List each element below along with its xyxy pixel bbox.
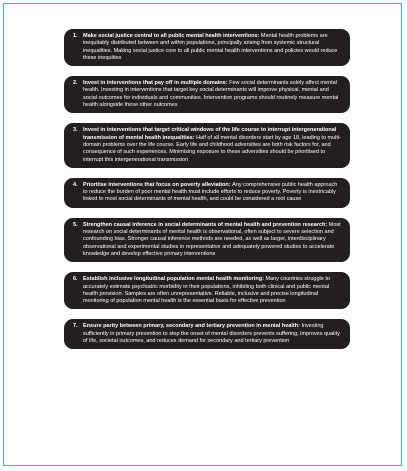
item-heading: Make social justice central to all public mental health interventions: bbox=[83, 33, 261, 39]
item-body: Many countries struggle to accurately estimate psychiatric morbidity in their populations, inhibiting both clinical and public mental health provision. Samples are often unrepresentative. Reliable, inclusive and precise longitudinal monitoring of population mental health is the essential basis for effective prevention bbox=[83, 276, 330, 305]
item-number: 2. bbox=[73, 80, 78, 87]
item-number: 4. bbox=[73, 181, 78, 188]
recommendation-card-3 bbox=[64, 123, 350, 167]
item-body: Mental health problems are inequitably distributed between and within populations, principally arising from systemic structural inequalities. Making social justice core to all public mental health interventions and policies would reduce these inequities bbox=[83, 33, 338, 61]
item-body: Investing sufficiently in primary prevention to stop the onset of mental disorders prevents suffering, improves quality of life, societal outcomes, and reduces demand for secondary and tertiary prevention bbox=[83, 323, 340, 345]
recommendation-card-2 bbox=[64, 76, 350, 113]
item-heading: Prioritise interventions that focus on poverty alleviation: bbox=[83, 181, 233, 188]
item-heading: Strengthen causal inference in social determinants of mental health and prevention research: bbox=[83, 221, 329, 228]
recommendation-list bbox=[64, 29, 350, 359]
figure-frame bbox=[3, 3, 402, 466]
item-number: 3. bbox=[73, 127, 78, 134]
item-heading: Invest in interventions that target critical windows of the life course to interrupt intergenerational transmission of mental health inequalities: bbox=[83, 127, 337, 141]
item-heading: Establish inclusive longitudinal population mental health monitoring: bbox=[83, 276, 266, 283]
item-body: Few social determinants solely affect mental health. Investing in interventions that target key social determinants will improve physical, mental and social outcomes for individuals and communities. Intervention programs should routinely measure mental health alongside these other outcomes bbox=[83, 80, 339, 109]
item-body: Half of all mental disorders start by age 18, leading to multi-domain problems over the life course. Early life and childhood adversities are both risk factors for, and consequence of such experiences. Minimising exposure to these adversities should be prioritised to interrupt this intergenerational transmission bbox=[83, 134, 341, 163]
item-number: 5. bbox=[73, 221, 78, 228]
recommendation-card-7 bbox=[64, 319, 350, 349]
recommendation-card-1 bbox=[64, 29, 350, 66]
recommendation-card-5 bbox=[64, 218, 350, 262]
recommendation-card-6 bbox=[64, 272, 350, 309]
item-body: Most research on social determinants of mental health is observational, often subject to severe selection and confounding bias. Stronger causal inference methods are needed, as well as larger, interdisciplinary observational and experimental studies in representative and adequately powered studies to accelerate knowledge and develop effective primary interventions bbox=[83, 221, 341, 257]
item-heading: Ensure parity between primary, secondary and tertiary prevention in mental health: bbox=[83, 323, 302, 330]
item-number: 1. bbox=[73, 33, 78, 39]
item-number: 7. bbox=[73, 323, 78, 330]
item-heading: Invest in interventions that pay off in multiple domains: bbox=[83, 80, 230, 87]
item-body: Any comprehensive public health approach to reduce the burden of poor mental health must include efforts to reduce poverty. Poverty is inextricably linked to most social determinants of mental health, and could be considered a root cause bbox=[83, 181, 338, 203]
item-number: 6. bbox=[73, 276, 78, 283]
recommendation-card-4 bbox=[64, 178, 350, 208]
